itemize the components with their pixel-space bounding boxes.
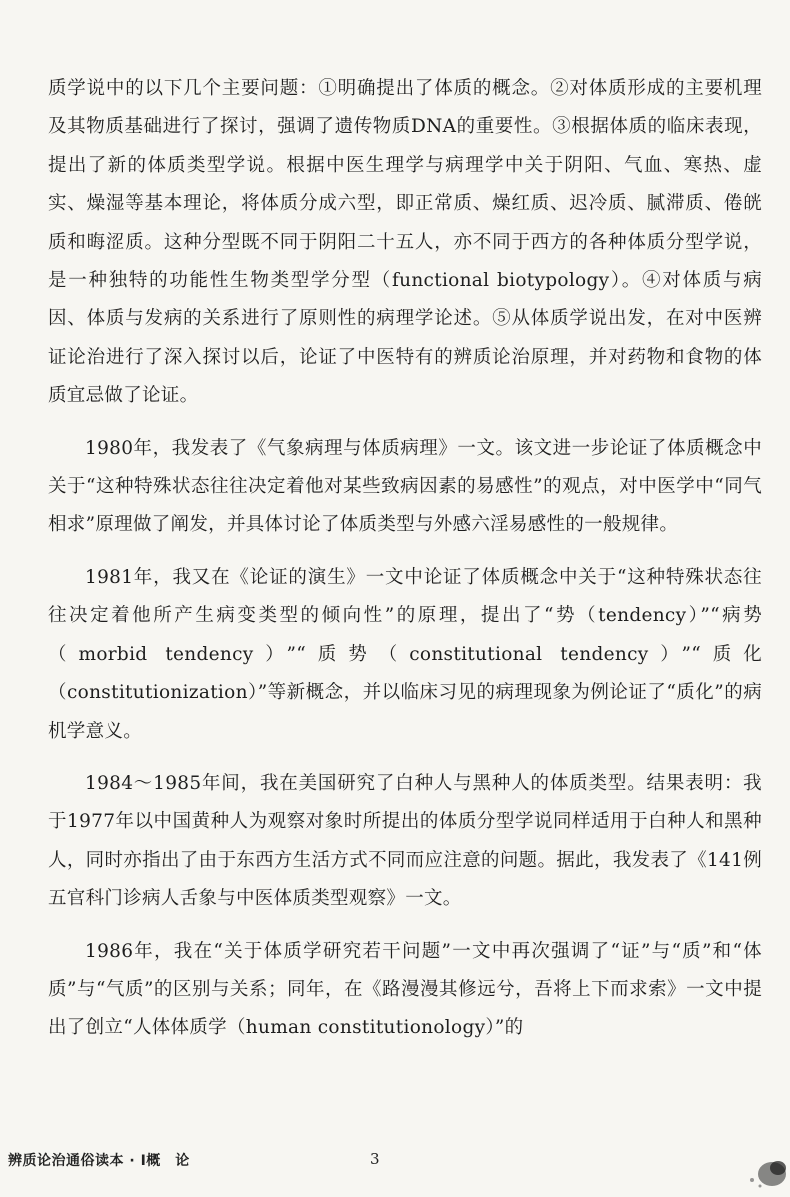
page-number: 3 (370, 1150, 380, 1168)
scan-smudge-decoration (742, 1150, 790, 1190)
paragraph-5: 1986年，我在“关于体质学研究若干问题”一文中再次强调了“证”与“质”和“体质”与“气质”的区别与关系；同年，在《路漫漫其修远兮，吾将上下而求索》一文中提出了创立“人体体质学（human constitutionology）”的 (48, 940, 762, 1039)
document-body (48, 70, 762, 1062)
footer-book-title: 辨质论治通俗读本 · Ⅰ概 论 (8, 1153, 190, 1169)
paragraph-3: 1981年，我又在《论证的演生》一文中论证了体质概念中关于“这种特殊状态往往决定着他所产生病变类型的倾向性”的原理，提出了“势（tendency）”“病势（morbid tendency）”“质势（constitutional tendency）”“质化（constitutionization）”等新概念，并以临床习见的病理现象为例论证了“质化”的病机学意义。 (48, 566, 762, 742)
page-footer (8, 1150, 782, 1174)
paragraph-2: 1980年，我发表了《气象病理与体质病理》一文。该文进一步论证了体质概念中关于“这种特殊状态往往决定着他对某些致病因素的易感性”的观点，对中医学中“同气相求”原理做了阐发，并具体讨论了体质类型与外感六淫易感性的一般规律。 (48, 437, 762, 536)
paragraph-1: 质学说中的以下几个主要问题：①明确提出了体质的概念。②对体质形成的主要机理及其物质基础进行了探讨，强调了遗传物质DNA的重要性。③根据体质的临床表现，提出了新的体质类型学说。根据中医生理学与病理学中关于阴阳、气血、寒热、虚实、燥湿等基本理论，将体质分成六型，即正常质、燥红质、迟冷质、腻滞质、倦㿠质和晦涩质。这种分型既不同于阴阳二十五人，亦不同于西方的各种体质分型学说，是一种独特的功能性生物类型学分型（functional biotypology）。④对体质与病因、体质与发病的关系进行了原则性的病理学论述。⑤从体质学说出发，在对中医辨证论治进行了深入探讨以后，论证了中医特有的辨质论治原理，并对药物和食物的体质宜忌做了论证。 (48, 78, 762, 407)
paragraph-4: 1984～1985年间，我在美国研究了白种人与黑种人的体质类型。结果表明：我于1977年以中国黄种人为观察对象时所提出的体质分型学说同样适用于白种人和黑种人，同时亦指出了由于东西方生活方式不同而应注意的问题。据此，我发表了《141例五官科门诊病人舌象与中医体质类型观察》一文。 (48, 772, 762, 910)
